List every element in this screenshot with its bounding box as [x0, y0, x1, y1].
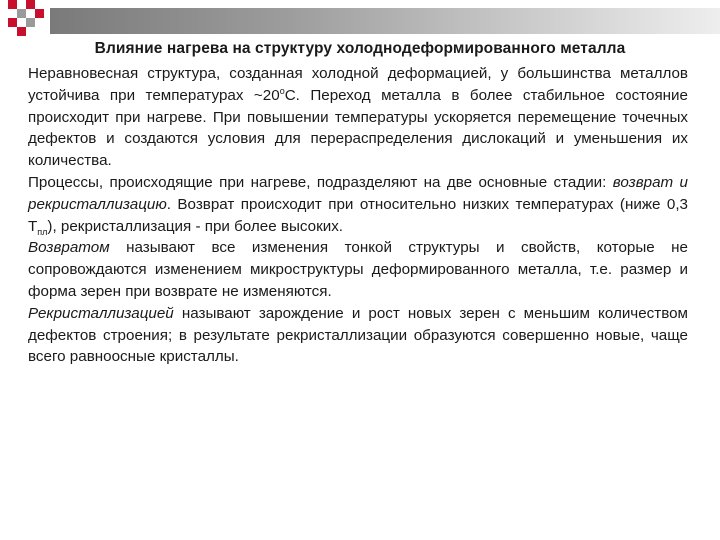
slide-body [28, 63, 688, 368]
paragraph-1: Неравновесная структура, созданная холодной деформацией, у большинства металлов устойчива при температурах $\sim 20^оС$. Переход металла в более стабильное состояние происходит при нагреве. При повышении температуры ускоряется перемещение точечных дефектов и создаются условия для перераспределения дислокаций и уменьшения их количества. [28, 65, 688, 170]
paragraph-4: Рекристаллизацией называют зарождение и рост новых зерен с меньшим количеством дефектов строения; в результате рекристаллизации образуются совершенно новые, чаще всего равноосные кристаллы. [28, 304, 688, 366]
checker-decoration [0, 0, 50, 40]
slide-title: Влияние нагрева на структуру холоднодеформированного металла [94, 40, 626, 57]
paragraph-3: Возвратом называют все изменения тонкой структуры и свойств, которые не сопровождаются изменением микроструктуры деформированного металла, т.е. размер и форма зерен при возврате не изменяются. [28, 239, 688, 300]
header-gradient-bar [50, 8, 720, 34]
paragraph-2: Процессы, происходящие при нагреве, подразделяют на две основные стадии: возврат и рекристаллизацию. Возврат происходит при относительно низких температурах (ниже 0,3 $Т_{пл}$), рекристаллизация - при более высоких. [28, 173, 688, 237]
